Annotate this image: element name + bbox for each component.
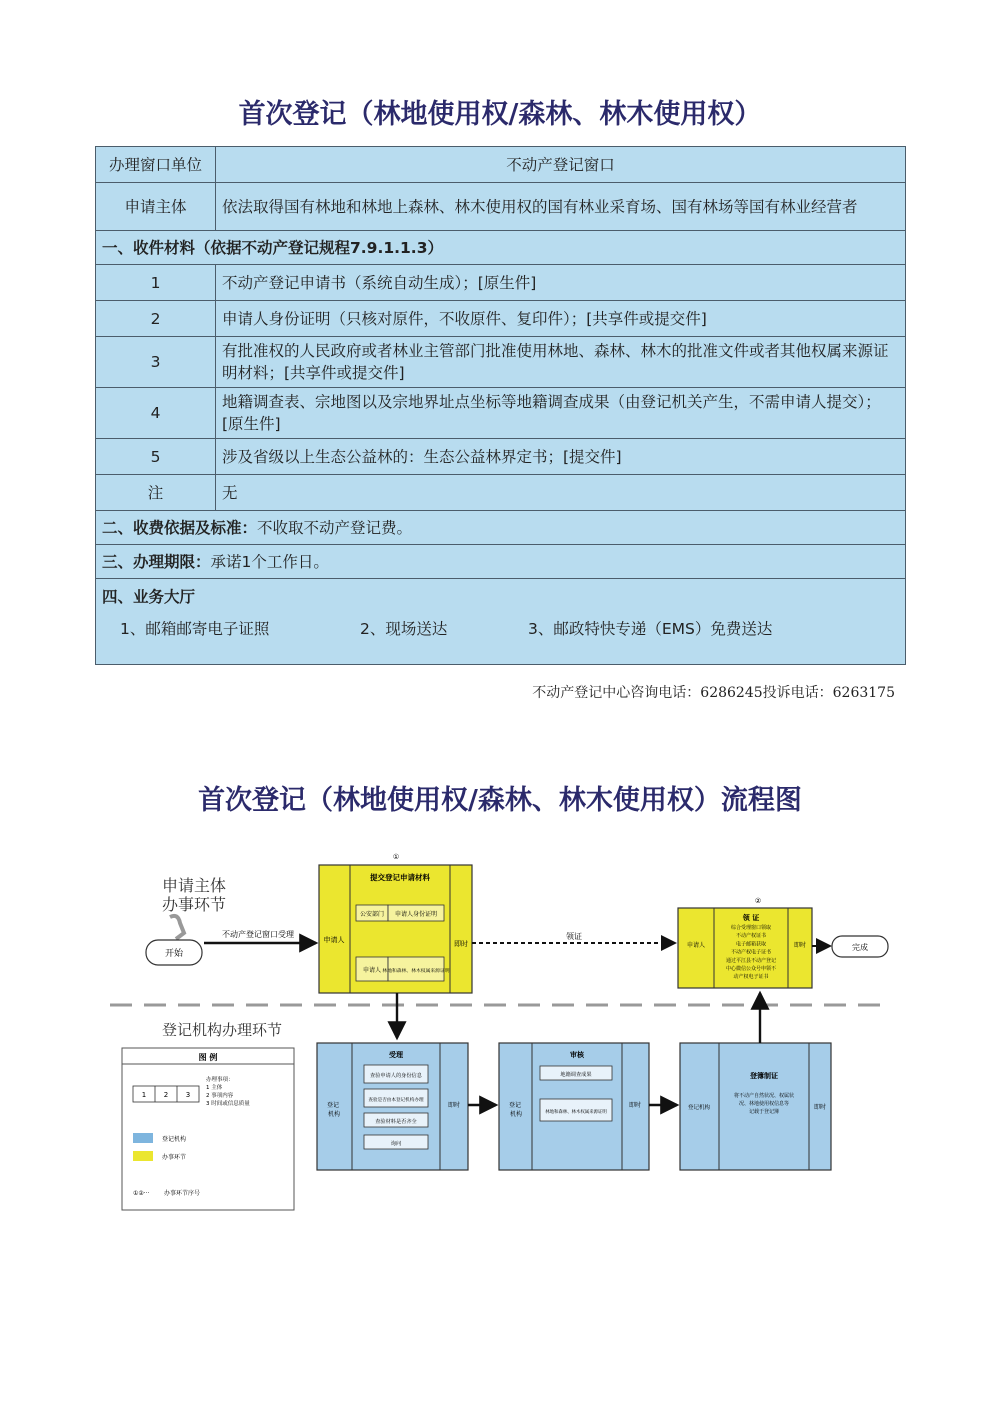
legend-cell: 3 (185, 1091, 191, 1099)
material-text: 申请人身份证明（只核对原件，不收原件、复印件）；[共享件或提交件] (216, 301, 906, 337)
box1-item: 申请人 (362, 967, 382, 974)
box2-line: 不动产权电子证书 (730, 949, 772, 956)
box2-left: 申请人 (686, 942, 706, 949)
box2-line: 电子邮箱获取 (735, 941, 767, 948)
box2-line: 动产权电子证书 (733, 974, 769, 981)
applicant-section-line: 申请主体 (162, 876, 227, 895)
flowchart (100, 845, 900, 1220)
note-value: 无 (216, 475, 906, 511)
legend-cell: 2 (163, 1091, 169, 1099)
table-row (96, 265, 906, 301)
hall-heading: 四、业务大厅 (102, 588, 196, 606)
accept-item: 查验是否由本登记机构办理 (368, 1098, 424, 1103)
material-no: 4 (96, 388, 216, 439)
material-text: 涉及省级以上生态公益林的：生态公益林界定书；[提交件] (216, 439, 906, 475)
fee-label: 二、收费依据及标准： (102, 518, 258, 537)
table-row (96, 511, 906, 545)
hall-items (102, 608, 899, 640)
materials-heading: 一、收件材料（依据不动产登记规程7.9.1.1.3） (96, 231, 906, 265)
start-label: 开始 (164, 949, 184, 959)
register-line: 况、林地使用权信息等 (738, 1101, 790, 1107)
info-table (95, 146, 906, 665)
material-no: 2 (96, 301, 216, 337)
box1-item: 公安部门 (359, 911, 385, 918)
hall-row (96, 579, 906, 665)
register-left: 登记机构 (687, 1105, 711, 1111)
material-text: 有批准权的人民政府或者林业主管部门批准使用林地、森林、林木的批准文件或者其他权属来源证明材料；[共享件或提交件] (216, 337, 906, 388)
agency-section-label: 登记机构办理环节 (162, 1021, 283, 1039)
review-title: 审核 (570, 1051, 584, 1059)
legend-box (122, 1048, 294, 1210)
accept-title: 受理 (389, 1051, 403, 1059)
legend-desc-line: 办理事项： (206, 1077, 234, 1083)
accept-item: 查验申请人的身份信息 (370, 1073, 422, 1079)
legend-cell: 1 (141, 1091, 147, 1099)
table-row (96, 579, 906, 665)
period-row (96, 545, 906, 579)
table-row (96, 475, 906, 511)
hotline: 不动产登记中心咨询电话：6286245投诉电话：6263175 (532, 685, 895, 701)
period-value: 承诺1个工作日。 (210, 552, 329, 571)
legend-swatch-applicant (133, 1151, 153, 1161)
material-no: 3 (96, 337, 216, 388)
box1-item: 申请人身份证明 (394, 911, 438, 918)
applicant-section-line: 办事环节 (162, 895, 227, 914)
applicant-value: 依法取得国有林地和林地上森林、林木使用权的国有林业采育场、国有林场等国有林业经营者 (216, 183, 906, 231)
table-row (96, 545, 906, 579)
window-value: 不动产登记窗口 (216, 147, 906, 183)
review-item: 地籍调查成果 (560, 1072, 592, 1078)
legend-order-label: 办事环节序号 (164, 1190, 201, 1197)
legend-desc-line: 1 主体 (206, 1085, 223, 1091)
table-row (96, 439, 906, 475)
applicant-label: 申请主体 (96, 183, 216, 231)
box1-number: ① (392, 853, 400, 861)
table-row (96, 388, 906, 439)
review-item: 林地和森林、林木权属来源证明 (545, 1110, 607, 1115)
register-line: 记载于登记簿 (748, 1109, 780, 1115)
box2-line: 通过平江县不动产登记 (725, 957, 777, 964)
box2-title: 领 证 (742, 914, 760, 922)
review-left-line: 登记 (509, 1102, 522, 1109)
fee-value: 不收取不动产登记费。 (257, 518, 413, 537)
accept-right: 即时 (447, 1102, 461, 1109)
flow-title: 首次登记（林地使用权/森林、林木使用权）流程图 (198, 785, 802, 816)
accept-arrow-label: 不动产登记窗口受理 (222, 930, 294, 939)
done-label: 完成 (852, 943, 868, 952)
box1-title: 提交登记申请材料 (370, 873, 430, 882)
accept-item: 查验材料是否齐全 (375, 1119, 417, 1125)
cert-arrow-label: 领证 (566, 932, 582, 941)
hall-item: 2、现场送达 (360, 620, 448, 638)
material-text: 不动产登记申请书（系统自动生成）；[原生件] (216, 265, 906, 301)
legend-applicant-label: 办事环节 (162, 1154, 187, 1161)
table-row (96, 183, 906, 231)
table-row (96, 301, 906, 337)
legend-swatch-agency (133, 1133, 153, 1143)
page-title: 首次登记（林地使用权/森林、林木使用权） (238, 99, 762, 130)
legend-title: 图 例 (198, 1053, 218, 1062)
review-right: 即时 (628, 1102, 642, 1109)
box2-line: 中心微信公众号申领不 (725, 966, 777, 972)
register-line: 将不动产自然状况、权属状 (733, 1093, 795, 1099)
window-label: 办理窗口单位 (96, 147, 216, 183)
material-text: 地籍调查表、宗地图以及宗地界址点坐标等地籍调查成果（由登记机关产生，不需申请人提交）；[原生件] (216, 388, 906, 439)
legend-desc-line: 3 时间或信息质量 (206, 1101, 250, 1107)
material-no: 5 (96, 439, 216, 475)
hall-item: 3、邮政特快专递（EMS）免费送达 (528, 620, 773, 638)
box2-line: 综合受理窗口领取 (730, 925, 772, 931)
period-label: 三、办理期限： (102, 552, 211, 571)
table-row (96, 231, 906, 265)
table-row (96, 147, 906, 183)
box1-item: 林地和森林、林木权属来源证明 (382, 969, 450, 974)
legend-agency-label: 登记机构 (162, 1136, 187, 1143)
hall-item: 1、邮箱邮寄电子证照 (120, 620, 270, 638)
legend-desc-line: 2 事项内容 (206, 1093, 234, 1099)
fee-row (96, 511, 906, 545)
accept-item: 询问 (390, 1141, 402, 1147)
register-title: 登簿制证 (750, 1072, 778, 1080)
box1-right: 即时 (454, 940, 468, 948)
box2-line: 不动产权证书 (735, 933, 767, 940)
accept-left-line: 登记 (327, 1102, 340, 1109)
legend-order-symbol: ①②··· (133, 1190, 150, 1197)
review-left-line: 机构 (509, 1111, 523, 1118)
walker-icon (170, 916, 184, 939)
box2-right: 即时 (793, 942, 807, 949)
applicant-section-label (162, 876, 231, 914)
material-no: 1 (96, 265, 216, 301)
note-label: 注 (96, 475, 216, 511)
box2-number: ② (754, 897, 762, 905)
register-right: 即时 (813, 1104, 827, 1111)
box1-left: 申请人 (323, 936, 345, 944)
table-row (96, 337, 906, 388)
accept-left-line: 机构 (327, 1111, 341, 1118)
